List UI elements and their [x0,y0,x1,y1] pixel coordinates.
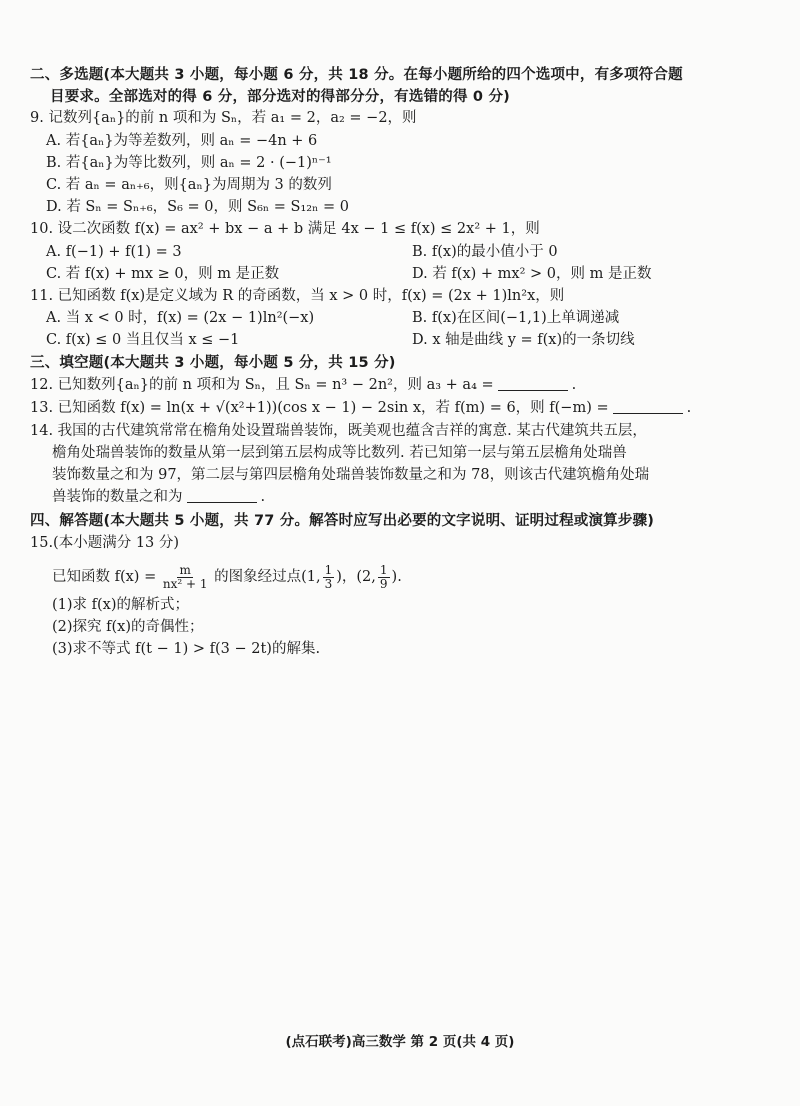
given-prefix: 已知函数 f(x) = [52,569,157,585]
question-11-stem: 11. 已知函数 f(x)是定义域为 R 的奇函数，当 x > 0 时，f(x) = (2x + 1)ln²x，则 [30,288,565,304]
question-9-stem: 9. 记数列{aₙ}的前 n 项和为 Sₙ，若 a₁ = 2，a₂ = −2，则 [30,110,417,126]
question-14-line1: 14. 我国的古代建筑常常在檐角处设置瑞兽装饰，既美观也蕴含吉祥的寓意. 某古代建筑共五层， [30,423,647,439]
question-13 [30,398,691,418]
question-12-text: 12. 已知数列{aₙ}的前 n 项和为 Sₙ，且 Sₙ = n³ − 2n²，则 a₃ + a₄ = [30,377,494,393]
question-10-option-a: A. f(−1) + f(1) = 3 [46,244,182,260]
question-9-option-a: A. 若{aₙ}为等差数列，则 aₙ = −4n + 6 [46,133,318,149]
answer-blank[interactable] [613,399,683,414]
question-9-option-c: C. 若 aₙ = aₙ₊₆，则{aₙ}为周期为 3 的数列 [46,177,332,193]
question-14-tail: . [260,489,266,505]
answer-blank[interactable] [498,376,568,391]
question-15-given [52,562,402,592]
question-15-head: 15.(本小题满分 13 分) [30,535,180,551]
point-2-open: (2, [356,569,376,585]
question-14-line4 [52,487,265,507]
question-13-tail: . [686,400,692,416]
point-1-denominator: 3 [324,576,333,591]
given-mid: 的图象经过点 [214,569,302,585]
point-1-close: )， [336,569,357,585]
fraction-numerator: m [179,562,191,577]
question-14-line4-text: 兽装饰的数量之和为 [52,489,183,505]
question-14-line3: 装饰数量之和为 97，第二层与第四层檐角处瑞兽装饰数量之和为 78，则该古代建筑檐角处瑞 [52,467,650,483]
section-2-title-line2: 目要求。全部选对的得 6 分，部分选对的得部分分，有选错的得 0 分) [50,89,510,105]
fraction-denominator: nx² + 1 [162,576,208,591]
question-9-option-b: B. 若{aₙ}为等比数列，则 aₙ = 2 · (−1)ⁿ⁻¹ [46,155,332,171]
question-10-option-b: B. f(x)的最小值小于 0 [412,244,558,260]
answer-blank[interactable] [187,488,257,503]
point-2-close: ). [391,569,402,585]
function-fraction [163,564,208,591]
point-1-open: (1, [301,569,321,585]
question-11-option-c: C. f(x) ≤ 0 当且仅当 x ≤ −1 [46,332,240,348]
point-1-numerator: 1 [324,562,333,577]
question-12-tail: . [571,377,577,393]
question-11-option-b: B. f(x)在区间(−1,1)上单调递减 [412,310,620,326]
question-10-option-d: D. 若 f(x) + mx² > 0，则 m 是正数 [412,266,652,282]
question-13-text: 13. 已知函数 f(x) = ln(x + √(x²+1))(cos x − 1) − 2sin x，若 f(m) = 6，则 f(−m) = [30,400,609,416]
question-10-option-c: C. 若 f(x) + mx ≥ 0，则 m 是正数 [46,266,280,282]
section-3-title: 三、填空题(本大题共 3 小题，每小题 5 分，共 15 分) [30,355,396,371]
point-2-numerator: 1 [379,562,388,577]
question-15-sub-2: (2)探究 f(x)的奇偶性； [52,619,204,635]
question-11-option-d: D. x 轴是曲线 y = f(x)的一条切线 [412,332,635,348]
section-2-title-line1: 二、多选题(本大题共 3 小题，每小题 6 分，共 18 分。在每小题所给的四个选项中，有多项符合题 [30,67,683,83]
question-10-stem: 10. 设二次函数 f(x) = ax² + bx − a + b 满足 4x − 1 ≤ f(x) ≤ 2x² + 1，则 [30,221,540,237]
question-12 [30,375,576,395]
page-footer: (点石联考)高三数学 第 2 页(共 4 页) [285,1034,515,1050]
question-9-option-d: D. 若 Sₙ = Sₙ₊₆，S₆ = 0，则 S₆ₙ = S₁₂ₙ = 0 [46,199,349,215]
question-14-line2: 檐角处瑞兽装饰的数量从第一层到第五层构成等比数列. 若已知第一层与第五层檐角处瑞兽 [52,445,627,461]
point-1-fraction [323,564,335,591]
question-15-sub-3: (3)求不等式 f(t − 1) > f(3 − 2t)的解集. [52,641,321,657]
point-2-denominator: 9 [379,576,388,591]
question-11-option-a: A. 当 x < 0 时，f(x) = (2x − 1)ln²(−x) [46,310,315,326]
section-4-title: 四、解答题(本大题共 5 小题，共 77 分。解答时应写出必要的文字说明、证明过程或演算步骤) [30,513,655,529]
question-15-sub-1: (1)求 f(x)的解析式； [52,597,190,613]
point-2-fraction [378,564,390,591]
